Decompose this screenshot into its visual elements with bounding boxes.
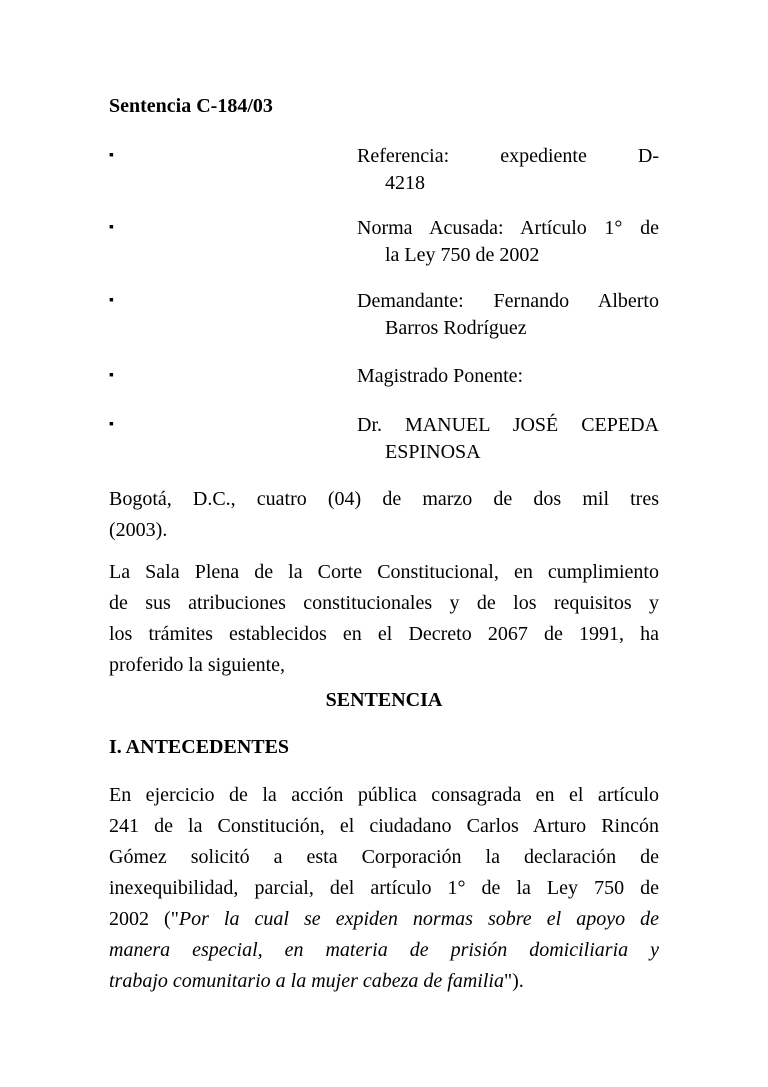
- reference-item-line: Demandante: Fernando Alberto: [357, 290, 659, 312]
- reference-item-line: Magistrado Ponente:: [357, 365, 524, 387]
- reference-item-line: Norma Acusada: Artículo 1° de: [357, 217, 659, 239]
- antecedentes-paragraph: En ejercicio de la acción pública consagrada en el artículo 241 de la Constitución, el ciudadano Carlos Arturo Rincón Gómez solicitó a esta Corporación la declaración de inexequibilidad, parcial, del artículo 1° de la Ley 750 de 2002 ("Por la cual se expiden normas sobre el apoyo de manera especial, en materia de prisión domiciliaria y trabajo comunitario a la mujer cabeza de familia").: [109, 784, 659, 992]
- reference-item-line: Dr. MANUEL JOSÉ CEPEDA: [357, 414, 659, 436]
- reference-item-line: Referencia: expediente D-: [357, 145, 659, 167]
- sentencia-heading: SENTENCIA: [325, 689, 443, 711]
- reference-item-line: ESPINOSA: [385, 441, 481, 463]
- intro-paragraph: La Sala Plena de la Corte Constitucional, en cumplimiento de sus atribuciones constitucionales y de los requisitos y los trámites establecidos en el Decreto 2067 de 1991, ha proferido la siguiente,: [109, 561, 659, 676]
- date-paragraph: Bogotá, D.C., cuatro (04) de marzo de dos mil tres (2003).: [109, 488, 659, 541]
- reference-item-line: Barros Rodríguez: [385, 317, 527, 339]
- bullet-icon: ▪: [109, 293, 114, 308]
- bullet-icon: ▪: [109, 417, 114, 432]
- section-heading: I. ANTECEDENTES: [109, 736, 290, 758]
- document-title: Sentencia C-184/03: [109, 95, 273, 117]
- bullet-icon: ▪: [109, 220, 114, 235]
- bullet-icon: ▪: [109, 368, 114, 383]
- reference-item-line: 4218: [385, 172, 425, 194]
- bullet-icon: ▪: [109, 148, 114, 163]
- reference-item-line: la Ley 750 de 2002: [385, 244, 540, 266]
